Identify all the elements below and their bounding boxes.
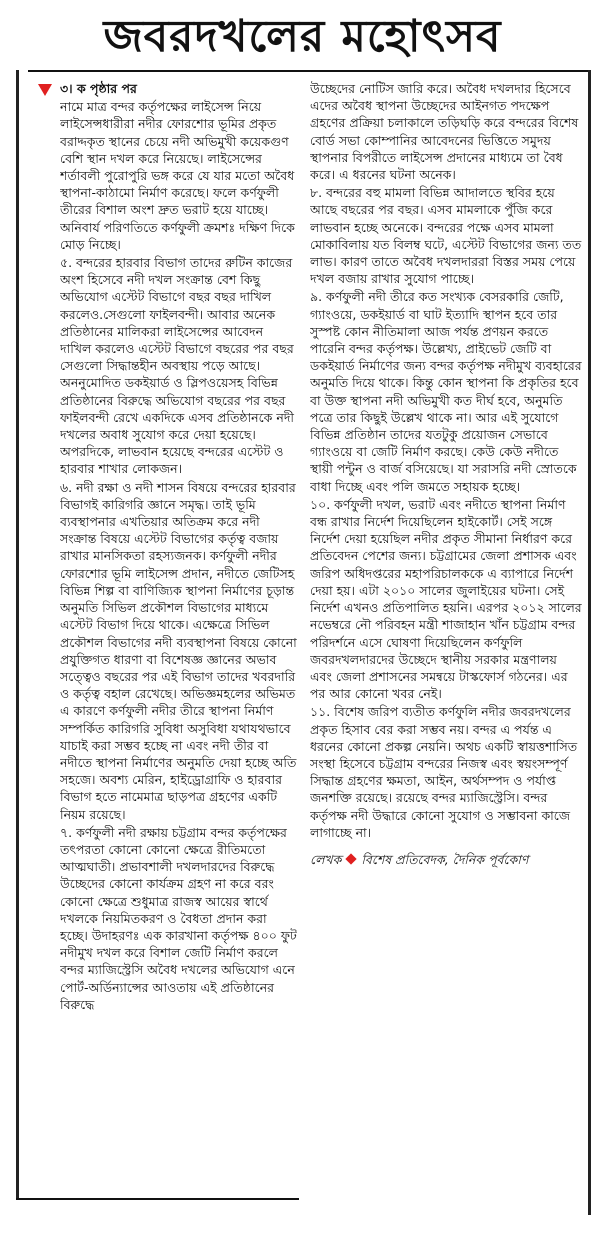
headline-rule [28, 70, 588, 72]
paragraph: ১০. কর্ণফুলী দখল, ভরাট এবং নদীতে স্থাপনা নির্মাণ বন্ধ রাখার নির্দেশ দিয়েছিলেন হাইকোর্ট। সেই সঙ্গে নির্দেশ দেয়া হয়েছিল নদীর প্রকৃত সীমানা নির্ধারণ করে প্রতিবেদন পেশের জন্য। চট্টগ্রামের জেলা প্রশাসক এবং জরিপ অধিদপ্তরের মহাপরিচালককে এ ব্যাপারে নির্দেশ দেয়া হয়। এটা ২০১০ সালের জুলাইয়ের ঘটনা। সেই নির্দেশ এখনও প্রতিপালিত হয়নি। এরপর ২০১২ সালের নভেম্বরে নৌ পরিবহন মন্ত্রী শাজাহান খাঁন চট্টগ্রাম বন্দর পরিদর্শনে এসে ঘোষণা দিয়েছিলেন কর্ণফুলি জবরদখলদারদের উচ্ছেদে স্থানীয় সরকার মন্ত্রণালয় এবং জেলা প্রশাসনের সমন্বয়ে টাস্কফোর্স গঠনের। এর পর আর কোনো খবর নেই। [310, 496, 582, 702]
paragraph: ৫. বন্দরের হারবার বিভাগ তাদের রুটিন কাজের অংশ হিসেবে নদী দখল সংক্রান্ত বেশ কিছু অভিযোগ এস্টেট বিভাগে বছর বছর দাখিল করলেও.সেগুলো ফাইলবন্দী। আবার অনেক প্রতিষ্ঠানের মালিকরা লাইসেন্সের আবেদন দাখিল করলেও এস্টেট বিভাগে বছরের পর বছর সেগুলো সিদ্ধান্তহীন অবস্থায় পড়ে আছে। অননুমোদিত ডকইয়ার্ড ও স্লিপওয়েসহ বিভিন্ন প্রতিষ্ঠানের বিরুদ্ধে অভিযোগ বছরের পর বছর ফাইলবন্দী রেখে একদিকে এসব প্রতিষ্ঠানকে নদী দখলের অবাধ সুযোগ করে দেয়া হয়েছে। অপরদিকে, লাভবান হয়েছে বন্দরের এস্টেট ও হারবার শাখার লোকজন। [60, 255, 294, 477]
bottom-rule [16, 1198, 299, 1200]
paragraph: নামে মাত্র বন্দর কর্তৃপক্ষের লাইসেন্স নিয়ে লাইসেন্সধারীরা নদীর ফোরশোর ভূমির প্রকৃত বরাদ্দকৃত স্থানের চেয়ে নদী অভিমুখী কয়েকগুণ বেশি স্থান দখল করে নিয়েছে। লাইসেন্সের শর্তাবলী পুরোপুরি ভঙ্গ করে যে যার মতো অবৈধ স্থাপনা-কাঠামো নির্মাণ করেছে। ফলে কর্ণফুলী তীরের বিশাল অংশ দ্রুত ভরাট হয়ে যাচ্ছে। অনিবার্য পরিণতিতে কর্ণফুলী ক্রমশঃ দক্ষিণ দিকে মোড় নিচ্ছে। [60, 99, 295, 252]
continuation-note: ৩। ক পৃষ্ঠার পর [60, 81, 137, 96]
triangle-marker-icon [38, 84, 52, 96]
author-byline [310, 851, 582, 868]
left-column [60, 80, 298, 1195]
left-border-rule [16, 70, 19, 1200]
diamond-bullet-icon [346, 853, 357, 864]
paragraph: ৭. কর্ণফুলী নদী রক্ষায় চট্টগ্রাম বন্দর কর্তৃপক্ষের তৎপরতা কোনো কোনো ক্ষেত্রে রীতিমতো আত্মঘাতী। প্রভাবশালী দখলদারদের বিরুদ্ধে উচ্ছেদের কোনো কার্যক্রম গ্রহণ না করে বরং কোনো ক্ষেত্রে শুধুমাত্র রাজস্ব আয়ের স্বার্থে দখলকে নিয়মিতকরণ ও বৈধতা প্রদান করা হচ্ছে। উদাহরণঃ এক কারখানা কর্তৃপক্ষ ৪০০ ফুট নদীমুখ দখল করে বিশাল জেটি নির্মাণ করলে বন্দর ম্যাজিস্ট্রেসি অবৈধ দখলের অভিযোগ এনে পোর্ট-অর্ডিন্যান্সের আওতায় এই প্রতিষ্ঠানের বিরুদ্ধে [60, 824, 297, 1012]
paragraph: ৮. বন্দরের বহু মামলা বিভিন্ন আদালতে স্থবির হয়ে আছে বছরের পর বছর। এসব মামলাকে পুঁজি করে লাভবান হচ্ছে অনেকে। বন্দরের পক্ষে এসব মামলা মোকাবিলায় যত বিলম্ব ঘটে, এস্টেট বিভাগের জন্য তত লাভ। কারণ তাতে অবৈধ দখলদাররা বিস্তর সময় পেয়ে দখল বজায় রাখার সুযোগ পাচ্ছে। [310, 185, 582, 287]
paragraph: উচ্ছেদের নোটিস জারি করে। অবৈধ দখলদার হিসেবে এদের অবৈধ স্থাপনা উচ্ছেদের আইনগত পদক্ষেপ গ্রহণের প্রক্রিয়া চলাকালে তড়িঘড়ি করে বন্দরের বিশেষ বোর্ড সভা কোম্পানির আবেদনের ভিত্তিতে সমুদয় স্থাপনার বিপরীতে লাইসেন্স প্রদানের মাধ্যমে তা বৈধ করে। এ ধরনের ঘটনা অনেক। [310, 81, 579, 183]
paragraph: ৬. নদী রক্ষা ও নদী শাসন বিষয়ে বন্দরের হারবার বিভাগই কারিগরি জ্ঞানে সমৃদ্ধ। তাই ভূমি ব্যবস্থাপনার এখতিয়ার অতিক্রম করে নদী সংক্রান্ত বিষয়ে এস্টেট বিভাগের কর্তৃত্ব বজায় রাখার মানসিকতা রহস্যজনক। কর্ণফুলী নদীর ফোরশোর ভূমি লাইসেন্স প্রদান, নদীতে জেটিসহ বিভিন্ন শিল্প বা বাণিজ্যিক স্থাপনা নির্মাণের চূড়ান্ত অনুমতি সিভিল প্রকৌশল বিভাগের মাধ্যমে এস্টেট বিভাগ দিয়ে থাকে। এক্ষেত্রে সিভিল প্রকৌশল বিভাগের নদী ব্যবস্থাপনা বিষয়ে কোনো প্রযুক্তিগত ধারণা বা বিশেষজ্ঞ জ্ঞানের অভাব সত্ত্বেও বছরের পর এই বিভাগ তাদের খবরদারি ও কর্তৃত্ব বহাল রেখেছে। অভিজ্ঞমহলের অভিমত এ কারণে কর্ণফুলী নদীর তীরে স্থাপনা নির্মাণ সম্পর্কিত কারিগরি সুবিধা অসুবিধা যথাযথভাবে যাচাই করা সম্ভব হচ্ছে না এবং নদী তীর বা নদীতে স্থাপনা নির্মাণের অনুমতি দেয়া হচ্ছে অতি সহজে। অবশ্য মেরিন, হাইড্রোগ্রাফি ও হারবার বিভাগ হতে নামেমাত্র ছাড়পত্র গ্রহণের একটি নিয়ম রয়েছে। [60, 479, 297, 822]
byline-label: লেখক [310, 851, 342, 867]
byline-text: বিশেষ প্রতিবেদক, দৈনিক পূর্বকোণ [361, 851, 529, 867]
right-column [310, 80, 582, 1215]
paragraph: ১১. বিশেষ জরিপ ব্যতীত কর্ণফুলি নদীর জবরদখলের প্রকৃত হিসাব বের করা সম্ভব নয়। বন্দর এ পর্যন্ত এ ধরনের কোনো প্রকল্প নেয়নি। অথচ একটি স্বায়ত্তশাসিত সংস্থা হিসেবে চট্টগ্রাম বন্দরের নিজস্ব এবং স্বয়ংসম্পূর্ণ সিদ্ধান্ত গ্রহণের ক্ষমতা, আইন, অর্থসম্পদ ও পর্যাপ্ত জনশক্তি রয়েছে। রয়েছে বন্দর ম্যাজিস্ট্রেসি। বন্দর কর্তৃপক্ষ নদী উদ্ধারে কোনো সুযোগ ও সম্ভাবনা কাজে লাগাচ্ছে না। [310, 704, 578, 840]
paragraph: ৯. কর্ণফুলী নদী তীরে কত সংখ্যক বেসরকারি জেটি, গ্যাংওয়ে, ডকইয়ার্ড বা ঘাট ইত্যাদি স্থাপন হবে তার সুস্পষ্ট কোন নীতিমালা আজ পর্যন্ত প্রণয়ন করতে পারেনি বন্দর কর্তৃপক্ষ। উল্লেখ্য, প্রাইভেট জেটি বা ডকইয়ার্ড নির্মাণের জন্য বন্দর কর্তৃপক্ষ নদীমুখ ব্যবহারের অনুমতি দিয়ে থাকে। কিন্তু কোন স্থাপনা কি প্রকৃতির হবে বা উক্ত স্থাপনা নদী অভিমুখী কত দীর্ঘ হবে, অনুমতি পত্রে তার কিছুই উল্লেখ থাকে না। আর এই সুযোগে বিভিন্ন প্রতিষ্ঠান তাদের যতটুকু প্রয়োজন সেভাবে গ্যাংওয়ে বা জেটি নির্মাণ করছে। কেউ কেউ নদীতে স্থায়ী পন্টুন ও বার্জ বসিয়েছে। যা সরাসরি নদী স্রোতকে বাধা দিচ্ছে এবং পলি জমতে সহায়ক হচ্ছে। [310, 289, 582, 494]
article-headline: জবরদখলের মহোৎসব [103, 11, 502, 62]
right-border-rule [588, 70, 591, 1215]
